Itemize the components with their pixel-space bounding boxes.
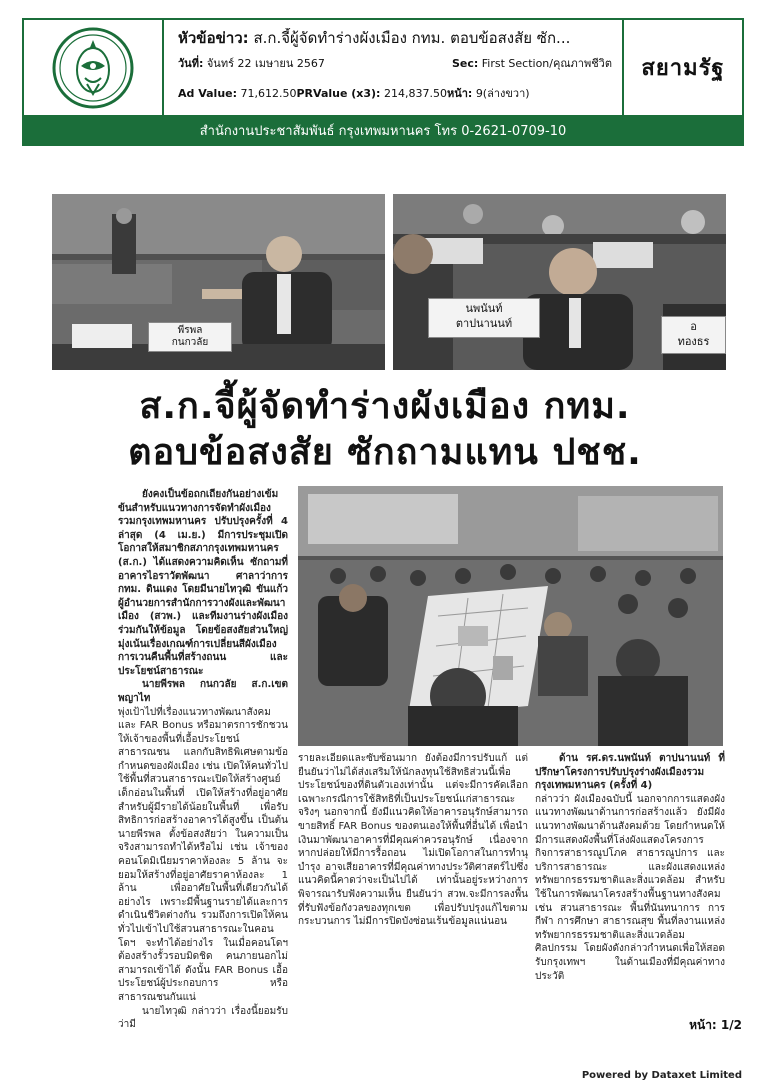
bma-seal-icon <box>51 26 135 110</box>
pr-value: 214,837.50 <box>383 87 447 100</box>
photo-meeting-room <box>298 486 723 746</box>
article-lead-paragraph: ยังคงเป็นข้อถกเถียงกันอย่างเข้มข้นสำหรับแนวทางการจัดทำผังเมืองรวมกรุงเทพมหานคร ปรับปรุงครั้งที่ 4 ล่าสุด (4 เม.ย.) มีการประชุมเปิดโอกาสให้สมาชิกสภากรุงเทพมหานคร (ส.ก.) ได้แสดงความคิดเห็น ซักถามที่อาคารไอราวัตพัฒนา ศาลาว่าการ กทม. ดินแดง โดยมีนายไทวุฒิ ขันแก้ว ผู้อำนวยการสำนักการวางผังและพัฒนาเมือง (สวพ.) และทีมงานร่างผังเมือง ร่วมกันให้ข้อมูล โดยข้อสงสัยส่วนใหญ่มุ่งเน้นเรื่องเกณฑ์การเปลี่ยนสีผังเมือง การเวนคืนพื้นที่สร้างถนน และประโยชน์สาธารณะ <box>118 489 288 677</box>
clipping-header <box>22 18 744 146</box>
nameplate-left: พีรพล กนกวลัย <box>148 322 232 352</box>
title-text: ส.ก.จี้ผู้จัดทำร่างผังเมือง กทม. ตอบข้อสงสัย ซัก... <box>253 29 571 47</box>
article-paragraph-2 <box>118 678 288 705</box>
office-bar-text: สำนักงานประชาสัมพันธ์ กรุงเทพมหานคร โทร 0-2621-0709-10 <box>199 124 567 139</box>
section-label: Sec: <box>451 57 479 70</box>
value-row <box>178 84 612 102</box>
page-value: 9(ล่างขวา) <box>475 87 530 100</box>
article-headline <box>40 384 730 476</box>
page-number: หน้า: 1/2 <box>689 1018 742 1032</box>
article-paragraph-5-body: กล่าวว่า ผังเมืองฉบับนี้ นอกจากการแสดงผังแนวทางพัฒนาด้านการก่อสร้างแล้ว ยังมีผังแนวทางพัฒนาด้านสังคมด้วย โดยกำหนดให้มีการแสดงผังพื้นที่โล่งผังแสดงโครงการกิจการสาธารณูปโภค สาธารณูปการ และบริการสาธารณะ และผังแสดงแหล่งทรัพยากรธรรมชาติและสิ่งแวดล้อม สำหรับใช้ในการพัฒนาโครงสร้างพื้นฐานทางสังคม เช่น สวนสาธารณะ พื้นที่นันทนาการ การกีฬา การศึกษา สาธารณสุข พื้นที่ลงานแหล่งทรัพยากรธรรมชาติและสิ่งแวดล้อม ศิลปกรรม โดยผังดังกล่าวกำหนดเพื่อให้สอดรับกรุงเทพฯ ในด้านเมืองที่มีคุณค่าทางประวัติ <box>535 793 725 982</box>
office-bar <box>24 115 742 146</box>
article-column-middle <box>298 752 528 929</box>
date-text: จันทร์ 22 เมษายน 2567 <box>206 57 325 70</box>
headline-row <box>178 28 612 48</box>
nameplate-center: นพนันท์ ตาปนานนท์ <box>428 298 540 338</box>
section-text: First Section/คุณภาพชีวิต <box>481 57 612 70</box>
ad-value: 71,612.50 <box>240 87 297 100</box>
date-label: วันที่: <box>178 57 204 70</box>
meeting-photo-3 <box>298 486 723 746</box>
ad-value-label: Ad Value: <box>178 87 238 100</box>
article-paragraph-3: นายไทวุฒิ กล่าวว่า เรื่องนี้ยอมรับว่ามี <box>118 1005 288 1031</box>
powered-by: Powered by Dataxet Limited <box>581 1070 742 1081</box>
photo-speaker-left <box>52 194 385 370</box>
article-column-left <box>118 488 288 1032</box>
newspaper-name: สยามรัฐ <box>641 56 725 81</box>
bma-seal-logo <box>24 20 164 115</box>
newspaper-name-box <box>622 20 742 115</box>
photo-speaker-right <box>393 194 726 370</box>
article-column-right <box>535 752 725 983</box>
pr-value-label: PRValue (x3): <box>296 87 381 100</box>
nameplate-right: อ ทองธร <box>661 316 726 354</box>
date-row <box>178 54 612 72</box>
article-paragraph-2-lead: นายพีรพล กนกวลัย ส.ก.เขตพญาไท <box>118 679 288 704</box>
article-paragraph-4: รายละเอียดและซับซ้อนมาก ยังต้องมีการปรับแก้ แต่ยืนยันว่าไม่ได้ส่งเสริมให้นักลงทุนใช้สิทธิส่วนนี้เพื่อประโยชน์ของที่ดินตัวเองเท่านั้น แต่จะมีการคัดเลือกเฉพาะกรณีการใช้สิทธิที่เป็นประโยชน์แก่สาธารณะจริงๆ นอกจากนี้ ยังมีแนวคิดให้อาคารอนุรักษ์สามารถขายสิทธิ์ FAR Bonus ของตนเองให้พื้นที่อื่นได้ เพื่อนำเงินมาพัฒนาอาคารที่มีคุณค่าควรอนุรักษ์ เนื่องจากหากปล่อยให้มีการรื้อถอน ไม่เปิดโอกาสในการทำนุบำรุง อาจเสียอาคารที่มีคุณค่าทางประวัติศาสตร์ไปซึ่งแนวคิดนี้คาดว่าจะเป็นไปได้ เท่านั้นอยู่ระหว่างการพิจารณารับฟังความเห็น ยืนยันว่า สวพ.จะมีการลงพื้นที่รับฟังข้อกังวลของทุกเขต เพื่อปรับปรุงแก้ไขตามกระบวนการ ไม่มีการปิดบังซ่อนเร้นข้อมูลแน่นอน <box>298 753 528 928</box>
headline-line-1: ส.ก.จี้ผู้จัดทำร่างผังเมือง กทม. <box>139 386 631 427</box>
article-paragraph-2-body: พุ่งเป้าไปที่เรื่องแนวทางพัฒนาสังคม และ FAR Bonus หรือมาตรการชักชวนให้เจ้าของพื้นที่เอื้อประโยชน์สาธารณชน แลกกับสิทธิพิเศษตามข้อกำหนดของผังเมือง เช่น เปิดให้คนทั่วไปใช้พื้นที่สวนสาธารณะเปิดให้สร้างศูนย์เด็กอ่อนในพื้นที่ เปิดให้สร้างที่อยู่อาศัยสำหรับผู้มีรายได้น้อยในพื้นที่ เพื่อรับสิทธิการก่อสร้างอาคารได้สูงขึ้น เป็นต้น นายพีรพล ตั้งข้อสงสัยว่า ในความเป็นจริงสามารถทำได้หรือไม่ เช่น เจ้าของคอนโดมิเนียมราคาห้องละ 5 ล้าน จะยอมให้สร้างที่อยู่อาศัยราคาห้องละ 1 ล้าน เพื่ออาศัยในพื้นที่เดียวกันได้อย่างไร เพราะมีพื้นฐานรายได้และการดำเนินชีวิตต่างกัน รวมถึงการเปิดให้คนทั่วไปเข้าไปใช้สวนสาธารณะในคอนโดฯ จะทำได้อย่างไร ในเมื่อคอนโดฯ ต้องสร้างรั้วรอบมิดชิด คนภายนอกไม่สามารถเข้าได้ ดังนั้น FAR Bonus เอื้อประโยชน์ผู้ประกอบการ หรือสาธารณชนกันแน่ <box>118 706 288 1003</box>
headline-line-2: ตอบข้อสงสัย ซักถามแทน ปชช. <box>128 432 642 473</box>
page-label: หน้า: <box>446 87 473 100</box>
title-label: หัวข้อข่าว: <box>178 29 249 47</box>
article-paragraph-5-lead: ด้าน รศ.ดร.นพนันท์ ตาปนานนท์ ที่ปรึกษาโครงการปรับปรุงร่างผังเมืองรวมกรุงเทพมหานคร (ครั้งที่ 4) <box>535 753 725 792</box>
clipping-meta <box>166 20 620 115</box>
